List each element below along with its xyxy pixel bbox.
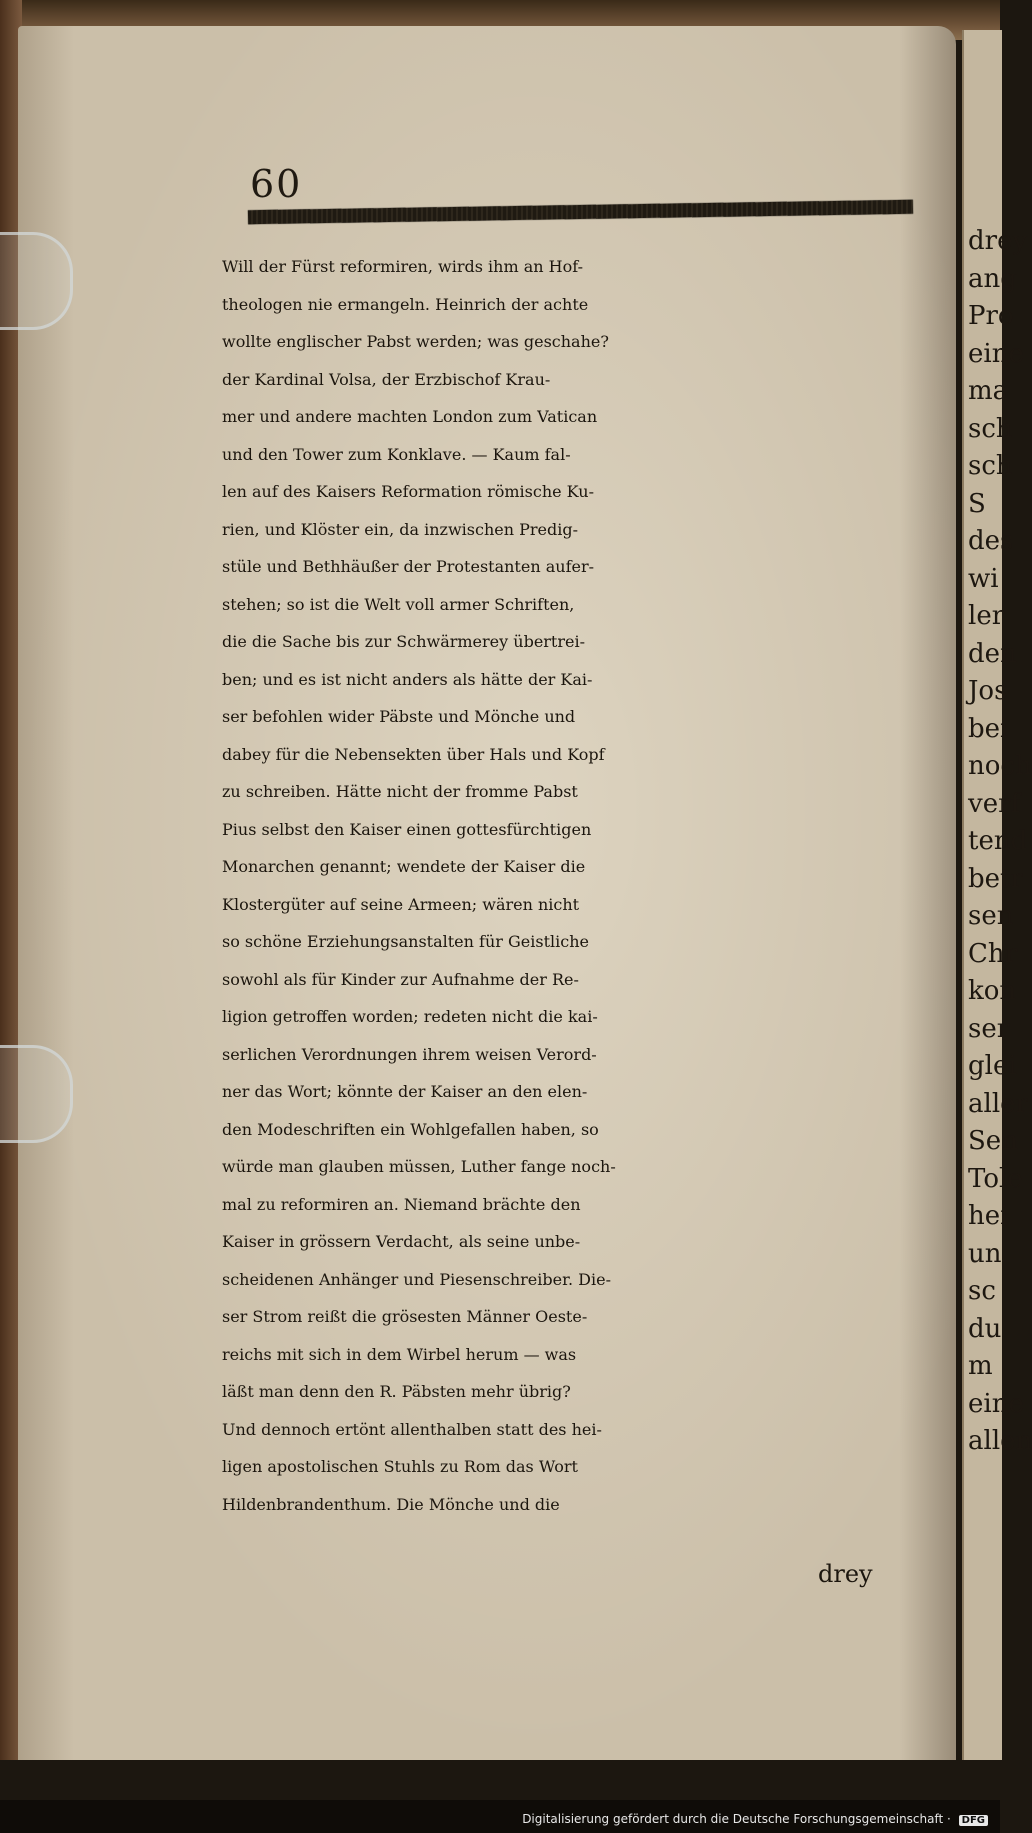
text-line: ben; und es ist nicht anders als hätte der Kai- — [222, 669, 593, 689]
next-page-fragment: betr — [968, 863, 1023, 894]
page-body-text — [222, 248, 922, 1523]
text-line: und den Tower zum Konklave. — Kaum fal- — [222, 444, 571, 464]
text-line: ser befohlen wider Päbste und Mönche und — [222, 707, 576, 726]
next-page-fragment: wi — [968, 563, 999, 594]
text-line: wollte englischer Pabst werden; was geschahe? — [222, 332, 609, 351]
next-page-fragment: Sen — [968, 1126, 1018, 1156]
text-line: Monarchen genannt; wendete der Kaiser die — [222, 857, 586, 876]
text-line: ner das Wort; könnte der Kaiser an den elen- — [222, 1082, 588, 1101]
text-line: ligion getroffen worden; redeten nicht die kai- — [222, 1007, 598, 1026]
text-line: läßt man denn den R. Päbsten mehr übrig? — [222, 1382, 571, 1401]
next-page-fragment: Pro — [968, 301, 1014, 331]
text-line: zu schreiben. Hätte nicht der fromme Pabst — [222, 782, 578, 801]
text-line: sowohl als für Kinder zur Aufnahme der Re- — [222, 969, 579, 989]
next-page-fragment: un — [968, 1238, 1002, 1269]
text-line: würde man glauben müssen, Luther fange noch- — [222, 1157, 616, 1176]
next-page-fragment: glei — [968, 1051, 1017, 1081]
text-line: Pius selbst den Kaiser einen gottesfürchtigen — [222, 819, 592, 839]
text-line: Klostergüter auf seine Armeen; wären nicht — [222, 894, 580, 914]
scanner-clip-top — [0, 232, 73, 330]
catchword: drey — [818, 1560, 873, 1588]
next-page-fragment: m — [968, 1351, 993, 1381]
text-line: Hildenbrandenthum. Die Mönche und die — [222, 1494, 560, 1514]
page-number: 60 — [250, 162, 303, 206]
text-line: Will der Fürst reformiren, wirds ihm an Hof- — [222, 257, 583, 276]
digitization-credit-text: Digitalisierung gefördert durch die Deutsche Forschungsgemeinschaft · — [522, 1812, 951, 1826]
scanner-clip-bottom — [0, 1045, 73, 1143]
next-page-fragment: sch — [968, 413, 1013, 444]
text-line: mer und andere machten London zum Vatican — [222, 407, 598, 426]
next-page-fragment: ma — [968, 376, 1009, 406]
next-page-fragment: kon — [968, 976, 1017, 1006]
next-page-edge — [962, 30, 1032, 1760]
next-page-fragment: allen — [968, 1426, 1032, 1456]
text-line: len auf des Kaisers Reformation römische Ku- — [222, 482, 594, 501]
text-line: serlichen Verordnungen ihrem weisen Verord- — [222, 1044, 597, 1064]
next-page-fragment: noch — [968, 751, 1032, 781]
next-page-fragment: hei — [968, 1201, 1009, 1231]
digitization-credit — [522, 1812, 988, 1826]
next-page-fragment: sch — [968, 451, 1013, 481]
next-page-fragment: drey — [968, 226, 1028, 256]
next-page-fragment: aller — [968, 1088, 1028, 1119]
text-line: die die Sache bis zur Schwärmerey übertrei- — [222, 632, 585, 651]
next-page-fragment: Tole — [968, 1163, 1023, 1194]
dfg-logo: DFG — [959, 1815, 988, 1826]
text-line: rien, und Klöster ein, da inzwischen Predig- — [222, 519, 579, 539]
next-page-fragment: Jos — [968, 676, 1008, 706]
next-page-fragment: bei — [968, 713, 1009, 744]
text-line: den Modeschriften ein Wohlgefallen haben, so — [222, 1119, 599, 1139]
text-line: mal zu reformiren an. Niemand brächte den — [222, 1194, 581, 1214]
next-page-fragment: den — [968, 638, 1017, 669]
next-page-fragment: eine — [968, 1388, 1024, 1419]
text-line: scheidenen Anhänger und Piesenschreiber. Die- — [222, 1269, 611, 1289]
text-line: Und dennoch ertönt allenthalben statt des hei- — [222, 1419, 602, 1439]
next-page-fragment: S — [968, 488, 986, 519]
next-page-fragment: verf — [968, 788, 1021, 819]
text-line: so schöne Erziehungsanstalten für Geistliche — [222, 932, 589, 951]
next-page-fragment: sc — [968, 1276, 996, 1306]
text-line: Kaiser in grössern Verdacht, als seine unbe- — [222, 1232, 581, 1251]
next-page-fragment: tend — [968, 826, 1028, 856]
text-line: dabey für die Nebensekten über Hals und Kopf — [222, 744, 605, 764]
text-line: ser Strom reißt die grösesten Männer Oeste- — [222, 1307, 588, 1326]
text-line: stehen; so ist die Welt voll armer Schriften, — [222, 594, 575, 614]
next-page-fragment: Chr — [968, 938, 1018, 969]
next-page-fragment: ser — [968, 1013, 1010, 1044]
next-page-fragment: du — [968, 1313, 1002, 1344]
next-page-fragment: des — [968, 526, 1014, 556]
next-page-fragments — [964, 223, 1032, 1461]
text-line: stüle und Bethhäußer der Protestanten aufer- — [222, 557, 595, 576]
next-page-fragment: ang — [968, 263, 1017, 294]
text-line: der Kardinal Volsa, der Erzbischof Krau- — [222, 369, 551, 389]
text-line: reichs mit sich in dem Wirbel herum — was — [222, 1344, 577, 1364]
next-page-fragment: ler — [968, 601, 1005, 631]
next-page-fragment: eine — [968, 338, 1024, 369]
text-line: theologen nie ermangeln. Heinrich der achte — [222, 294, 589, 314]
text-line: ligen apostolischen Stuhls zu Rom das Wort — [222, 1457, 578, 1476]
next-page-fragment: sen — [968, 901, 1014, 931]
